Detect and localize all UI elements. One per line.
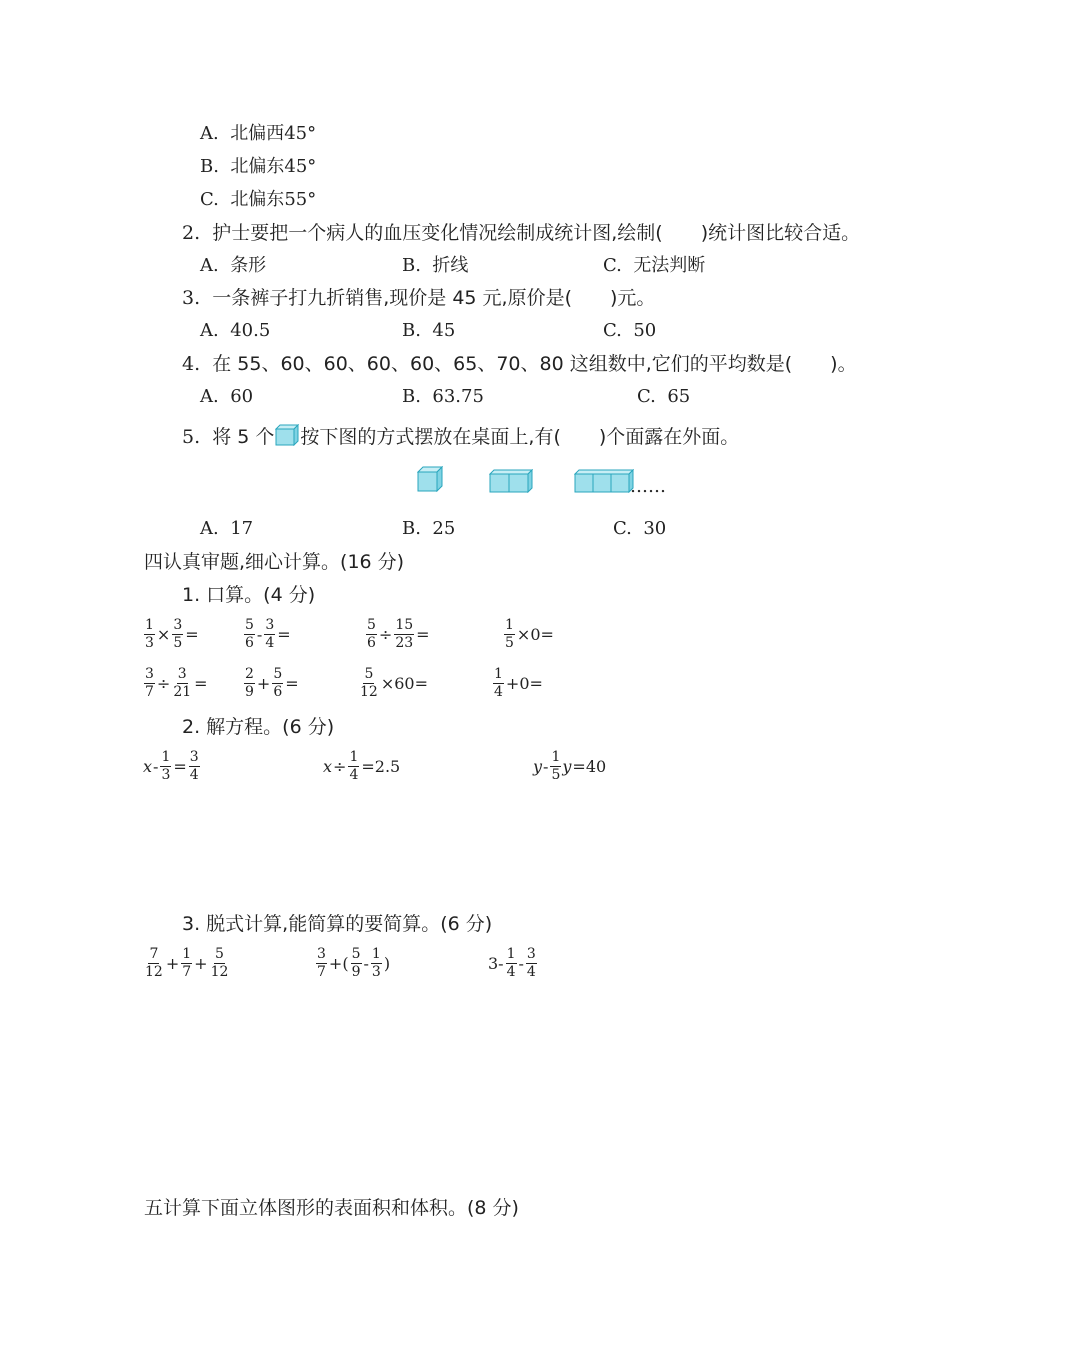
q1-option-c: C. 北偏东55° [200, 189, 317, 210]
cube-icon [275, 424, 299, 446]
oral-calc-heading: 1. 口算。(4 分) [182, 584, 316, 606]
oral-calc-3: $\frac{5}{6}$ ÷ $\frac{15}{23}$ = [367, 616, 430, 651]
step-calc-1: $\frac{7}{12}$ + $\frac{1}{7}$ + $\frac{5}{12}$ [145, 945, 229, 980]
q1-option-a: A. 北偏西45° [200, 123, 317, 144]
oral-calc-1: $\frac{1}{3}$ × $\frac{3}{5}$ = [145, 616, 199, 651]
question-2: 2. 护士要把一个病人的血压变化情况绘制成统计图,绘制( )统计图比较合适。 [182, 222, 861, 244]
q4-option-b: B. 63.75 [402, 386, 484, 407]
step-calc-heading: 3. 脱式计算,能简算的要简算。(6 分) [182, 913, 493, 935]
q3-option-a: A. 40.5 [200, 320, 271, 341]
equation-2: x ÷ $\frac{1}{4}$ =2.5 [323, 748, 401, 783]
q2-option-c: C. 无法判断 [603, 255, 706, 276]
oral-calc-7: $\frac{5}{12}$ ×60= [360, 665, 428, 700]
q5-option-a: A. 17 [200, 518, 254, 539]
one-cube-figure [417, 466, 443, 492]
q2-option-a: A. 条形 [200, 255, 267, 276]
question-4: 4. 在 55、60、60、60、60、65、70、80 这组数中,它们的平均数是( )。 [182, 353, 857, 375]
equation-3: y - $\frac{1}{5}$ y =40 [533, 748, 607, 783]
q1-option-b: B. 北偏东45° [200, 156, 317, 177]
step-calc-3: 3- $\frac{1}{4}$ - $\frac{3}{4}$ [488, 945, 536, 980]
question-5: 5. 将 5 个 按下图的方式摆放在桌面上,有( )个面露在外面。 [182, 426, 740, 448]
oral-calc-2: $\frac{5}{6}$ - $\frac{3}{4}$ = [245, 616, 291, 651]
q5-option-c: C. 30 [613, 518, 667, 539]
q3-option-c: C. 50 [603, 320, 657, 341]
oral-calc-8: $\frac{1}{4}$ +0= [494, 665, 543, 700]
q4-option-a: A. 60 [200, 386, 254, 407]
step-calc-2: $\frac{3}{7}$ +( $\frac{5}{9}$ - $\frac{1}{3}$ ) [317, 945, 391, 980]
two-cube-figure [489, 469, 533, 493]
q4-option-c: C. 65 [637, 386, 691, 407]
equation-1: x - $\frac{1}{3}$ = $\frac{3}{4}$ [143, 748, 199, 783]
q5-option-b: B. 25 [402, 518, 456, 539]
oral-calc-5: $\frac{3}{7}$ ÷ $\frac{3}{21}$ = [145, 665, 208, 700]
q3-option-b: B. 45 [402, 320, 456, 341]
oral-calc-4: $\frac{1}{5}$ ×0= [505, 616, 554, 651]
q2-option-b: B. 折线 [402, 255, 469, 276]
section-4-title: 四认真审题,细心计算。(16 分) [144, 551, 405, 573]
equations-heading: 2. 解方程。(6 分) [182, 716, 335, 738]
section-5-title: 五计算下面立体图形的表面积和体积。(8 分) [144, 1197, 519, 1219]
oral-calc-6: $\frac{2}{9}$ + $\frac{5}{6}$ = [245, 665, 299, 700]
question-3: 3. 一条裤子打九折销售,现价是 45 元,原价是( )元。 [182, 287, 656, 309]
ellipsis: …… [630, 476, 666, 497]
three-cube-figure [574, 469, 634, 493]
